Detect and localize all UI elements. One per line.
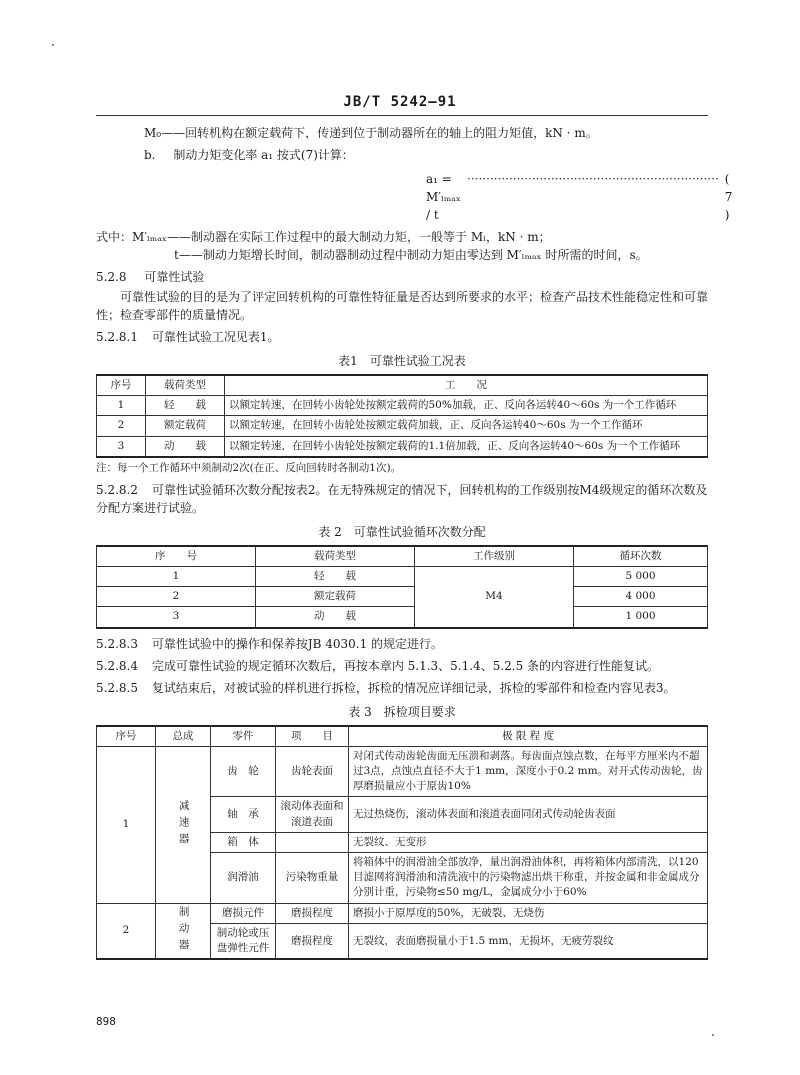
table3-header-item: 项 目 — [276, 726, 349, 747]
table-cell: 额定载荷 — [146, 416, 225, 436]
work-level-cell: M4 — [415, 566, 574, 627]
item-b-label: b. — [144, 148, 156, 162]
header-rule — [96, 115, 708, 116]
table3-header-limit: 极 限 程 度 — [349, 726, 708, 747]
section-5-2-8-5 — [96, 679, 708, 697]
table-cell: 4 000 — [574, 587, 708, 607]
content — [96, 124, 733, 960]
table-cell: 齿 轮 — [211, 746, 276, 797]
item-b — [96, 146, 708, 164]
section-title: 可靠性试验 — [144, 270, 205, 284]
table-cell: 1 — [97, 566, 256, 586]
table3-caption: 表 3 拆检项目要求 — [348, 704, 456, 719]
table-cell: 2 — [97, 416, 146, 436]
where-mmax: 式中：M′ₗₘₐₓ——制动器在实际工作过程中的最大制动力矩，一般等于 Mₗ，kN · m； — [96, 230, 551, 244]
where-t: t——制动力矩增长时间，制动器制动过程中制动力矩由零达到 M′ₗₘₐₓ 时所需的时间，s。 — [174, 248, 648, 262]
table-cell: 润滑油 — [211, 853, 276, 904]
section-number: 5.2.8.4 — [96, 658, 138, 673]
table-row — [97, 746, 708, 797]
section-number: 5.2.8.2 — [96, 482, 138, 497]
table-cell-empty — [276, 832, 349, 852]
table-2 — [96, 545, 708, 629]
table3-header-assembly: 总成 — [156, 726, 211, 747]
section-5-2-8-1 — [96, 328, 708, 346]
table-cell: 对闭式传动齿轮齿面无压溃和剥落。每齿面点蚀点数，在每平方厘米内不超过3点，点蚀点直径不大于1 mm，深度小于0.2 mm。对开式传动齿轮，齿厚磨损量应小于原齿10% — [349, 746, 708, 797]
table-cell: 轻 载 — [256, 566, 415, 586]
section-5-2-8-2 — [96, 481, 708, 517]
section-number: 5.2.8.1 — [96, 330, 138, 344]
assembly-cell — [156, 746, 211, 903]
table-cell: 滚动体表面和滚道表面 — [276, 797, 349, 832]
section-5-2-8-para: 可靠性试验的目的是为了评定回转机构的可靠性特征量是否达到所要求的水平；检查产品技术性能稳定性和可靠性；检查零部件的质量情况。 — [96, 290, 709, 322]
assembly-label: 减速器 — [177, 799, 190, 850]
table2-header-level: 工作级别 — [415, 546, 574, 567]
table-cell: 额定载荷 — [256, 587, 415, 607]
table-cell: 轴 承 — [211, 797, 276, 832]
table3-header-part: 零件 — [211, 726, 276, 747]
table-cell: 污染物重量 — [276, 853, 349, 904]
table-cell: 无过热烧伤，滚动体表面和滚道表面同闭式传动轮齿表面 — [349, 797, 708, 832]
scan-speck — [712, 1034, 714, 1036]
group-number: 1 — [97, 746, 156, 903]
section-5-2-8 — [96, 268, 708, 286]
table-cell: 3 — [97, 436, 146, 457]
formula-expression: a₁ = M′ₗₘₐₓ / t — [426, 172, 461, 222]
ms-definition: M₀——回转机构在额定载荷下，传递到位于制动器所在的轴上的阻力矩值，kN · m。 — [144, 126, 598, 140]
section-text: 可靠性试验工况见表1。 — [151, 330, 280, 344]
group-number: 2 — [97, 903, 156, 959]
table2-header-no: 序 号 — [97, 546, 256, 567]
table-cell: 无裂纹、无变形 — [349, 832, 708, 852]
table-cell: 将箱体中的润滑油全部放净，量出润滑油体积，再将箱体内部清洗，以120目滤网将润滑油和清洗液中的污染物滤出烘干称重，并按金属和非金属成分分别计重，污染物≤50 mg/L，金属成分小于60% — [349, 853, 708, 904]
table-row — [97, 566, 708, 586]
table-cell: 无裂纹，表面磨损量小于1.5 mm，无损坏，无疲劳裂纹 — [349, 923, 708, 959]
table-cell: 箱 体 — [211, 832, 276, 852]
section-number: 5.2.8.3 — [96, 636, 138, 651]
table-row — [97, 607, 708, 628]
table1-header-load: 载荷类型 — [146, 375, 225, 396]
section-number: 5.2.8.5 — [96, 680, 138, 695]
assembly-cell — [156, 903, 211, 959]
page-number: 898 — [96, 1015, 116, 1028]
table-cell: 制动轮或压盘弹性元件 — [211, 923, 276, 959]
table-cell: 以额定转速，在回转小齿轮处按额定载荷的50%加载，正、反向各运转40～60s 为一个工作循环 — [225, 396, 708, 416]
table2-header-load: 载荷类型 — [256, 546, 415, 567]
table-cell: 1 — [97, 396, 146, 416]
table-row — [97, 903, 708, 923]
table-cell: 磨损程度 — [276, 903, 349, 923]
table-cell: 1 000 — [574, 607, 708, 628]
formula-7 — [96, 170, 733, 224]
table2-caption: 表 2 可靠性试验循环次数分配 — [318, 524, 486, 539]
table-row — [97, 436, 708, 457]
table-row — [97, 396, 708, 416]
section-5-2-8-3 — [96, 635, 708, 653]
item-b-text: 制动力矩变化率 a₁ 按式(7)计算： — [173, 148, 354, 162]
table-cell: 齿轮表面 — [276, 746, 349, 797]
table-cell: 以额定转速，在回转小齿轮处按额定载荷的1.1倍加载，正、反向各运转40～60s 为一个工作循环 — [225, 436, 708, 457]
table-cell: 动 载 — [146, 436, 225, 457]
section-number: 5.2.8 — [96, 270, 127, 284]
table-cell: 轻 载 — [146, 396, 225, 416]
section-text: 可靠性试验中的操作和保养按JB 4030.1 的规定进行。 — [151, 636, 444, 651]
table-1 — [96, 374, 708, 458]
table-cell: 动 载 — [256, 607, 415, 628]
formula-number: ( 7 ) — [724, 172, 733, 222]
table1-header-no: 序号 — [97, 375, 146, 396]
table1-header-condition: 工 况 — [225, 375, 708, 396]
table-cell: 磨损程度 — [276, 923, 349, 959]
table-cell: 5 000 — [574, 566, 708, 586]
table-cell: 磨损元件 — [211, 903, 276, 923]
table1-note: 注：每一个工作循环中须制动2次(在正、反向回转时各制动1次)。 — [96, 461, 402, 474]
section-text: 完成可靠性试验的规定循环次数后，再按本章内 5.1.3、5.1.4、5.2.5 条的内容进行性能复试。 — [151, 658, 660, 673]
section-5-2-8-4 — [96, 657, 708, 675]
assembly-label: 制动器 — [177, 906, 190, 956]
table1-caption: 表1 可靠性试验工况表 — [338, 354, 466, 368]
scan-speck — [52, 44, 54, 46]
table-row — [97, 416, 708, 436]
table3-header-no: 序号 — [97, 726, 156, 747]
table-3 — [96, 725, 708, 961]
section-text: 可靠性试验循环次数分配按表2。在无特殊规定的情况下，回转机构的工作级别按M4级规定的循环次数及分配方案进行试验。 — [96, 482, 708, 515]
table-cell: 2 — [97, 587, 256, 607]
table-cell: 3 — [97, 607, 256, 628]
formula-leader: ·································································· — [467, 172, 719, 186]
table-row — [97, 587, 708, 607]
table2-header-cycles: 循环次数 — [574, 546, 708, 567]
table-cell: 磨损小于原厚度的50%，无破裂、无烧伤 — [349, 903, 708, 923]
standard-header: JB/T 5242—91 — [343, 94, 457, 110]
table-cell: 以额定转速，在回转小齿轮处按额定载荷加载，正、反向各运转40～60s 为一个工作循环 — [225, 416, 708, 436]
section-text: 复试结束后，对被试验的样机进行拆检，拆检的情况应详细记录，拆检的零部件和检查内容见表3。 — [151, 680, 676, 695]
